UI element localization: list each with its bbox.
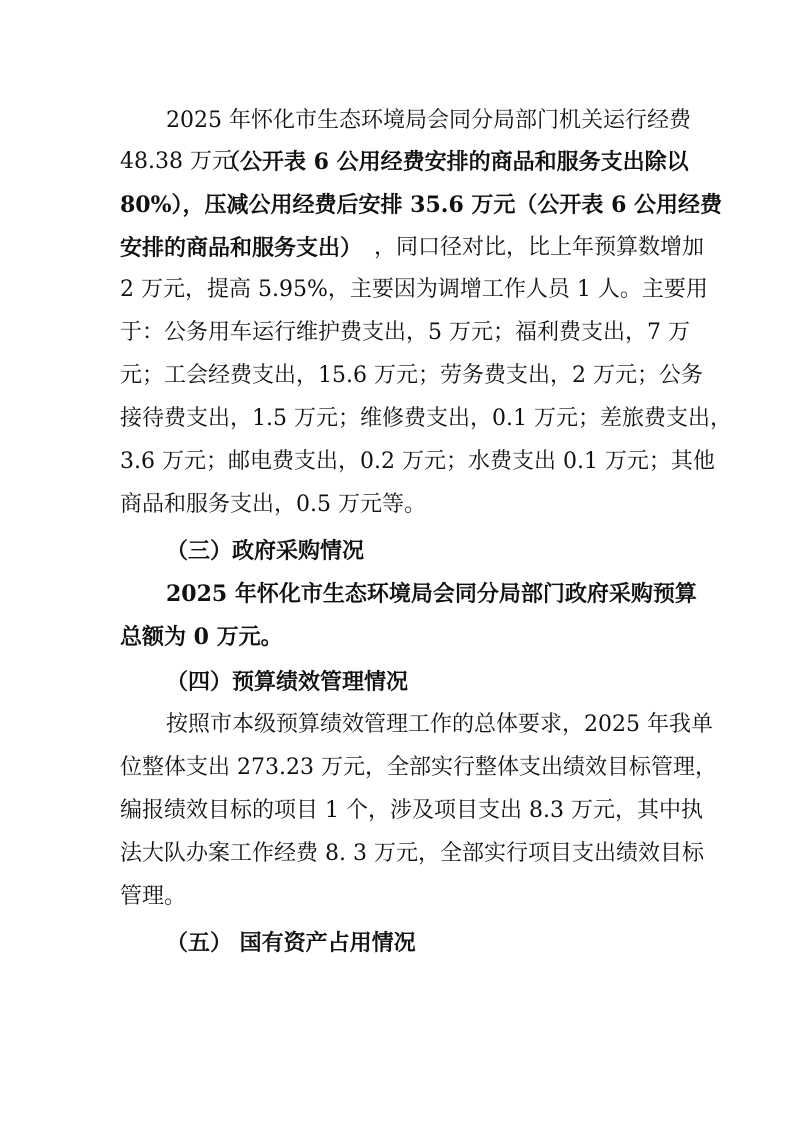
section-heading-procurement <box>0 534 793 568</box>
text-line-bold: 2025 年怀化市生态环境局会同分局部门政府采购预算 <box>166 581 697 607</box>
text-line: 2025 年怀化市生态环境局会同分局部门机关运行经费 <box>166 108 691 133</box>
text-line: 于：公务用车运行维护费支出，5 万元；福利费支出，7 万 <box>120 320 690 345</box>
text-line: 法大队办案工作经费 8. 3 万元，全部实行项目支出绩效目标 <box>120 841 704 866</box>
text-line: 管理。 <box>120 884 187 909</box>
paragraph-performance-line-1 <box>0 708 793 742</box>
paragraph-running-costs-line-4 <box>0 231 793 265</box>
paragraph-running-costs-line-10 <box>0 488 793 522</box>
text-line-bold: 总额为 0 万元。 <box>120 624 283 650</box>
text-line: ，同口径对比，比上年预算数增加 <box>374 235 705 260</box>
paragraph-performance-line-4 <box>0 837 793 871</box>
paragraph-performance-line-2 <box>0 751 793 785</box>
text-line-bold: 80%），压减公用经费后安排 35.6 万元（公开表 6 公用经费 <box>120 192 723 218</box>
text-line: 48.38 万元 <box>120 149 234 174</box>
text-line-bold: 安排的商品和服务支出） <box>120 235 363 261</box>
paragraph-performance-line-5 <box>0 880 793 914</box>
paragraph-performance-line-3 <box>0 794 793 828</box>
text-line: 接待费支出，1.5 万元；维修费支出，0.1 万元；差旅费支出， <box>120 406 732 431</box>
text-line: 元；工会经费支出，15.6 万元；劳务费支出，2 万元；公务 <box>120 363 703 388</box>
paragraph-running-costs-line-8 <box>0 402 793 436</box>
text-line: 3.6 万元；邮电费支出，0.2 万元；水费支出 0.1 万元；其他 <box>120 449 715 474</box>
section-heading-assets <box>0 926 793 960</box>
heading-text: （三）政府采购情况 <box>166 538 365 564</box>
paragraph-procurement-line-2 <box>0 620 793 654</box>
paragraph-running-costs-line-1 <box>0 104 793 138</box>
paragraph-running-costs-line-9 <box>0 445 793 479</box>
text-line: 商品和服务支出，0.5 万元等。 <box>120 492 426 517</box>
text-line: 编报绩效目标的项目 1 个，涉及项目支出 8.3 万元，其中执 <box>120 798 703 823</box>
paragraph-procurement-line-1 <box>0 577 793 611</box>
paragraph-running-costs-line-3 <box>0 188 793 222</box>
text-line: 2 万元，提高 5.95%，主要因为调增工作人员 1 人。主要用 <box>120 277 708 302</box>
text-line-bold: （公开表 6 公用经费安排的商品和服务支出除以 <box>218 149 689 175</box>
text-line: 位整体支出 273.23 万元，全部实行整体支出绩效目标管理， <box>120 755 717 780</box>
heading-text: （四）预算绩效管理情况 <box>166 669 409 695</box>
text-line: 按照市本级预算绩效管理工作的总体要求，2025 年我单 <box>166 712 713 737</box>
paragraph-running-costs-line-2 <box>0 145 793 179</box>
paragraph-running-costs-line-7 <box>0 359 793 393</box>
paragraph-running-costs-line-6 <box>0 316 793 350</box>
section-heading-performance <box>0 665 793 699</box>
heading-text: （五） 国有资产占用情况 <box>166 930 416 956</box>
paragraph-running-costs-line-5 <box>0 273 793 307</box>
